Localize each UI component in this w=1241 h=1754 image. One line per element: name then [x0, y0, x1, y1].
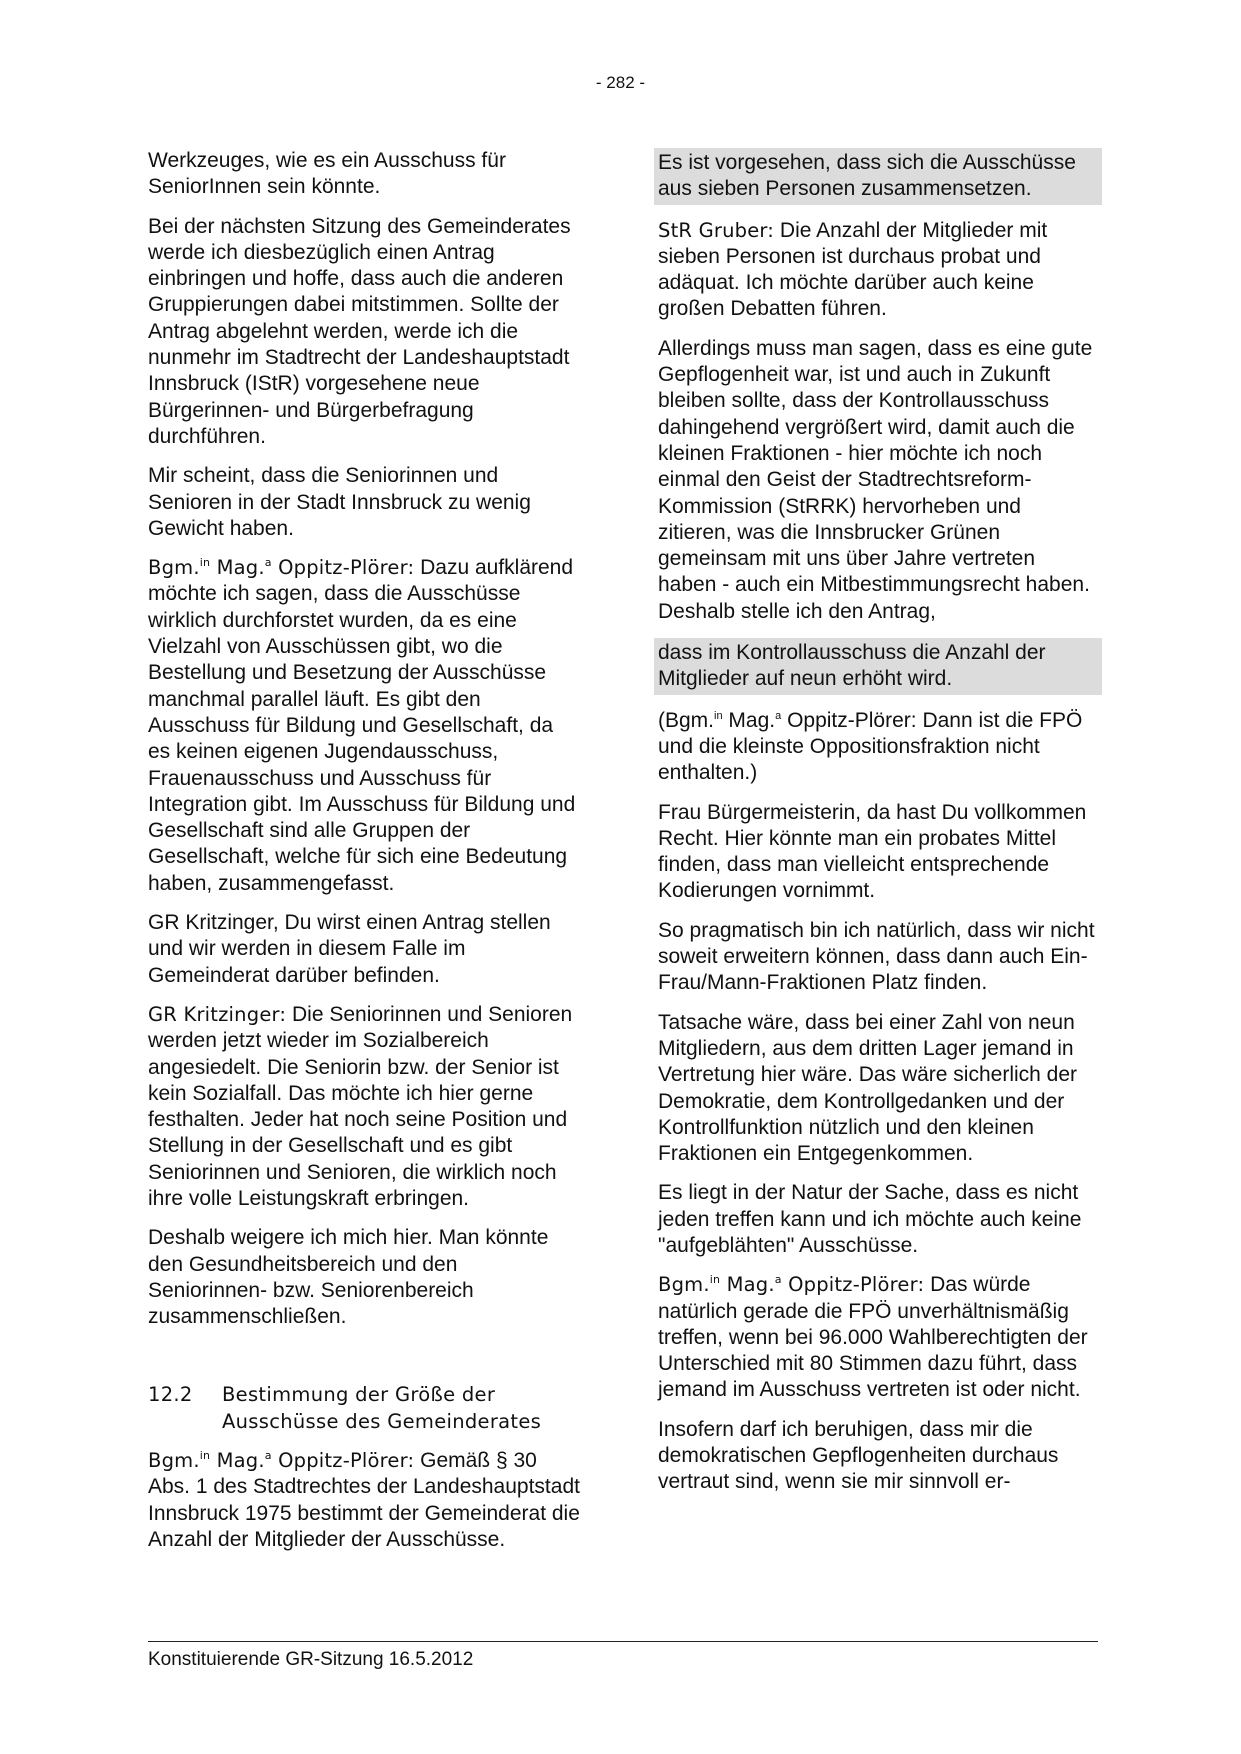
- speaker-name: Bgm.$^{in}$ Mag.$^a$ Oppitz-Plörer:: [658, 1273, 925, 1297]
- speech-text: Die Seniorinnen und Senioren werden jetzt wieder im Sozialbereich angesiedelt. Die Seniorin bzw. der Senior ist kein Sozialfall. Das möchte ich hier gerne festhalten. Jeder hat noch seine Position und Stellung in der Gesellschaft und es gibt Seniorinnen und Senioren, die wirklich noch ihre volle Leistungskraft erbringen.: [148, 1002, 573, 1210]
- right-column: [658, 148, 1098, 1509]
- speech-paragraph: [148, 1002, 580, 1212]
- speech-paragraph: [658, 218, 1098, 323]
- speech-text: Die Anzahl der Mitglieder mit sieben Personen ist durchaus probat und adäquat. Ich möchte darüber auch keine großen Debatten führen.: [658, 218, 1048, 321]
- speech-paragraph: [658, 1272, 1098, 1403]
- paragraph: Bei der nächsten Sitzung des Gemeinderates werde ich diesbezüglich einen Antrag einbringen und hoffe, dass auch die anderen Gruppierungen dabei mitstimmen. Sollte der Antrag abgelehnt werden, werde ich die nunmehr im Stadtrecht der Landeshauptstadt Innsbruck (IStR) vorgesehene neue Bürgerinnen- und Bürgerbefragung durchführen.: [148, 214, 571, 448]
- paragraph: Mir scheint, dass die Seniorinnen und Senioren in der Stadt Innsbruck zu wenig Gewicht haben.: [148, 464, 531, 540]
- left-column: [148, 148, 580, 1566]
- speech-paragraph: [148, 1448, 580, 1553]
- section-heading: [148, 1382, 580, 1435]
- paragraph: Es liegt in der Natur der Sache, dass es nicht jeden treffen kann und ich möchte auch keine "aufgeblähten" Ausschüsse.: [658, 1181, 1082, 1257]
- footer-text: Konstituierende GR-Sitzung 16.5.2012: [148, 1649, 474, 1670]
- paragraph: Allerdings muss man sagen, dass es eine gute Gepflogenheit war, ist und auch in Zukunft bleiben sollte, dass der Kontrollausschuss dahingehend vergrößert wird, damit auch die kleinen Fraktionen - hier möchte ich noch einmal den Geist der Stadtrechtsreform-Kommission (StRRK) hervorheben und zitieren, was die Innsbrucker Grünen gemeinsam mit uns über Jahre vertreten haben - auch ein Mitbestimmungsrecht haben. Deshalb stelle ich den Antrag,: [658, 336, 1093, 623]
- paragraph: Werkzeuges, wie es ein Ausschuss für SeniorInnen sein könnte.: [148, 149, 506, 199]
- highlighted-motion: Es ist vorgesehen, dass sich die Ausschüsse aus sieben Personen zusammensetzen.: [654, 148, 1102, 205]
- paragraph: Insofern darf ich beruhigen, dass mir die demokratischen Gepflogenheiten durchaus vertraut sind, wenn sie mir sinnvoll er-: [658, 1417, 1059, 1494]
- paragraph: Tatsache wäre, dass bei einer Zahl von neun Mitgliedern, aus dem dritten Lager jemand in Vertretung hier wäre. Das wäre sicherlich der Demokratie, dem Kontrollgedanken und der Kontrollfunktion nützlich und den kleinen Fraktionen ein Entgegenkommen.: [658, 1010, 1078, 1166]
- section-number: 12.2: [148, 1383, 193, 1407]
- speech-text: Dazu aufklärend möchte ich sagen, dass die Ausschüsse wirklich durchforstet wurden, da es eine Vielzahl von Ausschüssen gibt, wo die Bestellung und Besetzung der Ausschüsse manchmal parallel läuft. Es gibt den Ausschuss für Bildung und Gesellschaft, da es keinen eigenen Jugendausschuss, Frauenausschuss und Ausschuss für Integration gibt. Im Ausschuss für Bildung und Gesellschaft sind alle Gruppen der Gesellschaft, welche für sich eine Bedeutung haben, zusammengefasst.: [148, 556, 576, 895]
- paragraph: Frau Bürgermeisterin, da hast Du vollkommen Recht. Hier könnte man ein probates Mittel finden, dass man vielleicht entsprechende Kodierungen vornimmt.: [658, 800, 1087, 903]
- speaker-name: GR Kritzinger:: [148, 1002, 287, 1026]
- interjection: (Bgm.$^{in}$ Mag.$^a$ Oppitz-Plörer: Dann ist die FPÖ und die kleinste Oppositionsfraktion nicht enthalten.): [658, 708, 1083, 785]
- footer-divider: [148, 1641, 1098, 1642]
- paragraph: Deshalb weigere ich mich hier. Man könnte den Gesundheitsbereich und den Seniorinnen- bzw. Seniorenbereich zusammenschließen.: [148, 1226, 549, 1329]
- speech-paragraph: [148, 555, 580, 897]
- section-title: Bestimmung der Größe der Ausschüsse des Gemeinderates: [222, 1383, 542, 1433]
- speaker-name: StR Gruber:: [658, 218, 775, 242]
- page-number: - 282 -: [595, 73, 646, 92]
- paragraph: So pragmatisch bin ich natürlich, dass wir nicht soweit erweitern können, dass dann auch Ein-Frau/Mann-Fraktionen Platz finden.: [658, 918, 1095, 995]
- paragraph: GR Kritzinger, Du wirst einen Antrag stellen und wir werden in diesem Falle im Gemeinderat darüber befinden.: [148, 911, 551, 987]
- speech-text: Gemäß § 30 Abs. 1 des Stadtrechtes der Landeshauptstadt Innsbruck 1975 bestimmt der Gemeinderat die Anzahl der Mitglieder der Ausschüsse.: [148, 1449, 580, 1551]
- speech-text: Das würde natürlich gerade die FPÖ unverhältnismäßig treffen, wenn bei 96.000 Wahlberechtigten der Unterschied mit 80 Stimmen dazu führt, dass jemand im Ausschuss vertreten ist oder nicht.: [658, 1273, 1088, 1402]
- speaker-name: Bgm.$^{in}$ Mag.$^a$ Oppitz-Plörer:: [148, 556, 415, 580]
- highlighted-motion: dass im Kontrollausschuss die Anzahl der Mitglieder auf neun erhöht wird.: [654, 638, 1102, 695]
- speaker-name: Bgm.$^{in}$ Mag.$^a$ Oppitz-Plörer:: [148, 1449, 415, 1473]
